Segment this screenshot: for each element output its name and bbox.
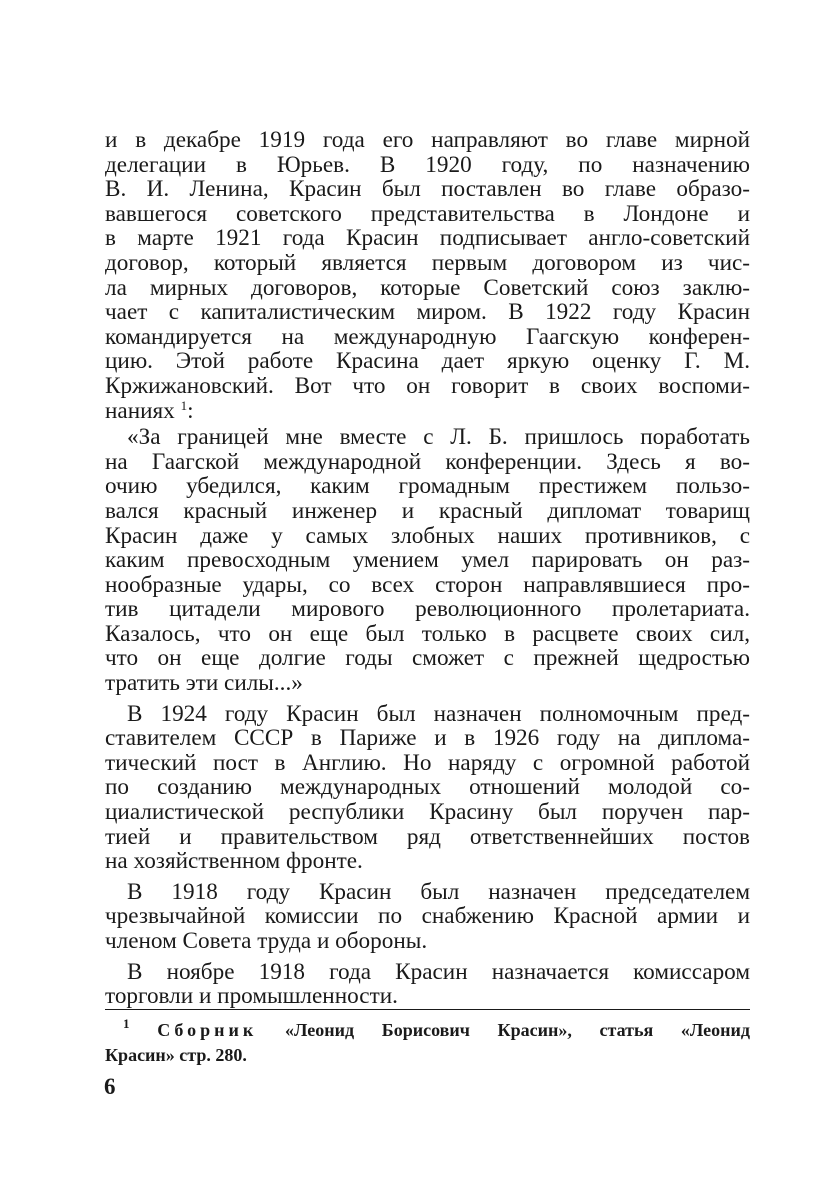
text-line: чрезвычайной комиссии по снабжению Красной армии и: [105, 903, 750, 930]
footnote-line: [105, 1018, 750, 1043]
text-fragment: наниях: [105, 397, 175, 424]
page-number: 6: [104, 1074, 116, 1099]
quote-line: на Гаагской международной конференции. Здесь я во-: [105, 448, 750, 475]
main-text: [105, 128, 750, 1011]
text-line: вавшегося советского представительства в Лондоне и: [105, 200, 750, 227]
footnote-source-word: Сборник: [157, 1020, 258, 1040]
text-line: в марте 1921 года Красин подписывает англо-советский: [105, 225, 750, 252]
text-line: договор, который является первым договором из чис-: [105, 249, 750, 276]
text-line: чает с капиталистическим миром. В 1922 году Красин: [105, 299, 750, 326]
text-line: тический пост в Англию. Но наряду с огромной работой: [105, 749, 750, 776]
quote-line: вался красный инженер и красный дипломат товарищ: [105, 497, 750, 524]
text-line: тией и правительством ряд ответственнейших постов: [105, 823, 750, 850]
footnote-divider: [105, 1009, 750, 1010]
text-line: делегации в Юрьев. В 1920 году, по назначению: [105, 151, 750, 178]
text-line: В 1924 году Красин был назначен полномочным пред-: [127, 700, 750, 727]
quote-line: «За границей мне вместе с Л. Б. пришлось поработать: [127, 424, 750, 451]
text-line: [105, 399, 750, 424]
text-line: членом Совета труда и обороны.: [105, 928, 428, 954]
quote-line: Казалось, что он еще был только в расцвете своих сил,: [105, 620, 750, 647]
text-line: ла мирных договоров, которые Советский союз заклю-: [105, 274, 750, 301]
text-line: циалистической республики Красину был поручен пар-: [105, 799, 750, 826]
footnote: [105, 1018, 750, 1068]
text-line: В ноябре 1918 года Красин назначается комиссаром: [127, 958, 750, 985]
text-fragment: :: [187, 397, 194, 424]
text-line: торговли и промышленности.: [105, 983, 398, 1010]
text-line: ставителем СССР в Париже и в 1926 году на диплома-: [105, 725, 750, 752]
footnote-line: Красин» стр. 280.: [105, 1045, 247, 1065]
footnote-reference: 1: [180, 397, 188, 413]
quote-line: очию убедился, каким громадным престижем пользо-: [105, 473, 750, 500]
text-line: Кржижановский. Вот что он говорит в своих воспоми-: [105, 372, 750, 399]
text-line: В. И. Ленина, Красин был поставлен во главе образо-: [105, 176, 750, 203]
text-line: и в декабре 1919 года его направляют во главе мирной: [105, 127, 750, 153]
quote-line: нообразные удары, со всех сторон направлявшиеся про-: [105, 571, 750, 598]
paragraph-4: [105, 960, 750, 1009]
quote-paragraph: [105, 425, 750, 696]
paragraph-3: [105, 880, 750, 954]
text-line: цию. Этой работе Красина дает яркую оценку Г. М.: [105, 348, 750, 375]
quote-line: тив цитадели мирового революционного пролетариата.: [105, 596, 750, 623]
quote-line: Красин даже у самых злобных наших противников, с: [105, 522, 750, 549]
footnote-marker: 1: [123, 1016, 130, 1031]
text-line: командируется на международную Гаагскую конферен-: [105, 323, 750, 350]
quote-line: тратить эти силы...»: [105, 670, 303, 697]
text-line: В 1918 году Красин был назначен председателем: [127, 878, 750, 905]
paragraph-2: [105, 702, 750, 874]
paragraph-1: [105, 128, 750, 423]
footnote-text: «Леонид Борисович Красин», статья «Леонид: [284, 1020, 751, 1040]
text-line: на хозяйственном фронте.: [105, 848, 363, 875]
quote-line: каким превосходным умением умел парировать он раз-: [105, 547, 750, 574]
quote-line: что он еще долгие годы сможет с прежней щедростью: [105, 645, 750, 672]
text-line: по созданию международных отношений молодой со-: [105, 774, 750, 801]
